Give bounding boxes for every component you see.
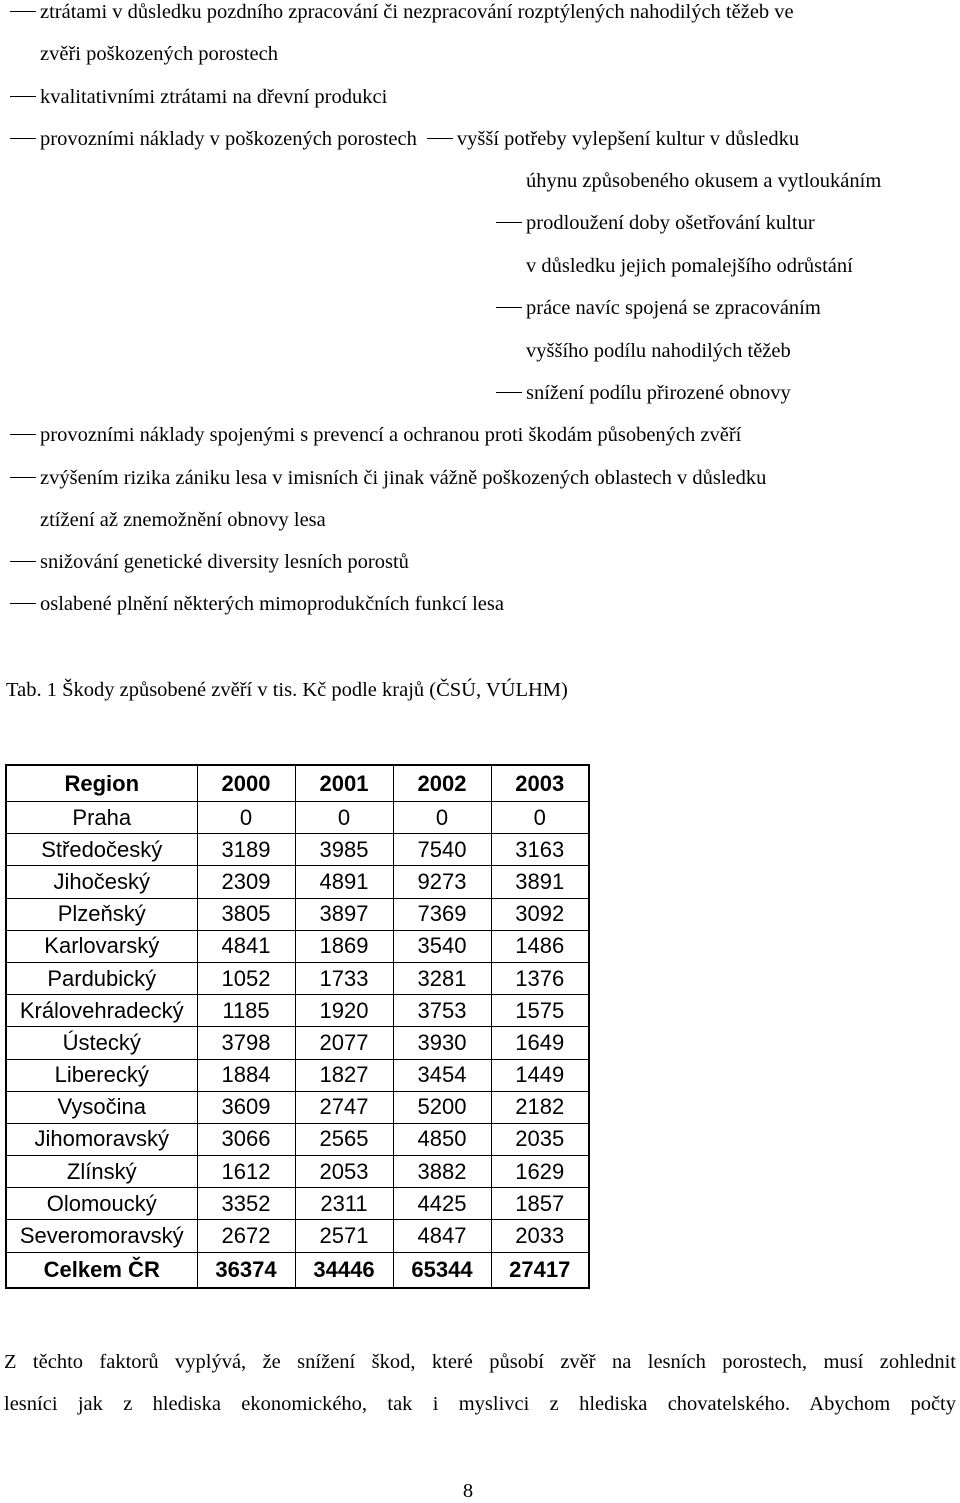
dash-marker: [10, 477, 36, 478]
list-item-text: snižování genetické diversity lesních porostů: [40, 551, 409, 573]
dash-marker: [496, 307, 522, 308]
value-cell: 3897: [295, 898, 393, 930]
paragraph-line: Z těchto faktorů vyplývá, že snížení škod, které působí zvěř na lesních porostech, musí zohlednit: [4, 1351, 956, 1373]
value-cell: 3540: [393, 930, 491, 962]
table-row: [6, 866, 589, 898]
list-item-text: zvěři poškozených porostech: [40, 43, 278, 65]
dash-marker: [10, 561, 36, 562]
region-cell: Zlínský: [6, 1156, 197, 1188]
list-item-text: ztrátami v důsledku pozdního zpracování či nezpracování rozptýlených nahodilých těžeb ve: [40, 1, 794, 23]
table-row: [6, 1188, 589, 1220]
value-cell: 1185: [197, 995, 295, 1027]
value-cell: 2747: [295, 1091, 393, 1123]
list-item-text: provozními náklady v poškozených porostech: [40, 128, 417, 150]
value-cell: 3985: [295, 834, 393, 866]
table-body: [6, 765, 589, 1288]
dash-marker: [427, 138, 453, 139]
value-cell: 4841: [197, 930, 295, 962]
value-cell: 1649: [491, 1027, 589, 1059]
value-cell: 2033: [491, 1220, 589, 1252]
list-item-text: snížení podílu přirozené obnovy: [526, 382, 791, 404]
table-caption: Tab. 1 Škody způsobené zvěří v tis. Kč podle krajů (ČSÚ, VÚLHM): [6, 679, 568, 701]
table-row: [6, 1027, 589, 1059]
total-value-cell: 27417: [491, 1252, 589, 1288]
value-cell: 5200: [393, 1091, 491, 1123]
list-item-continuation: [40, 510, 326, 531]
total-value-cell: 34446: [295, 1252, 393, 1288]
list-item-text: úhynu způsobeného okusem a vytloukáním: [526, 170, 882, 192]
list-item: [10, 129, 799, 150]
table-row: [6, 1091, 589, 1123]
value-cell: 1575: [491, 995, 589, 1027]
value-cell: 1486: [491, 930, 589, 962]
value-cell: 1920: [295, 995, 393, 1027]
dash-marker: [10, 96, 36, 97]
value-cell: 1827: [295, 1059, 393, 1091]
list-item: [10, 594, 504, 615]
value-cell: 2565: [295, 1123, 393, 1155]
table-row: [6, 1059, 589, 1091]
value-cell: 2182: [491, 1091, 589, 1123]
value-cell: 1857: [491, 1188, 589, 1220]
list-item-text: v důsledku jejich pomalejšího odrůstání: [526, 255, 853, 277]
table-row: [6, 898, 589, 930]
region-cell: Jihočeský: [6, 866, 197, 898]
list-item-continuation: [526, 256, 853, 277]
table-row: [6, 802, 589, 834]
list-subitem: [496, 383, 791, 404]
region-cell: Karlovarský: [6, 930, 197, 962]
region-cell: Praha: [6, 802, 197, 834]
value-cell: 1733: [295, 962, 393, 994]
list-item: [10, 552, 409, 573]
list-item: [10, 425, 741, 446]
total-value-cell: 65344: [393, 1252, 491, 1288]
value-cell: 3281: [393, 962, 491, 994]
table-row: [6, 1156, 589, 1188]
value-cell: 0: [491, 802, 589, 834]
region-cell: Olomoucký: [6, 1188, 197, 1220]
value-cell: 2077: [295, 1027, 393, 1059]
list-item: [10, 468, 766, 489]
header-cell: 2002: [393, 765, 491, 802]
damage-table: [5, 764, 590, 1289]
list-item-text: ztížení až znemožnění obnovy lesa: [40, 509, 326, 531]
value-cell: 2053: [295, 1156, 393, 1188]
value-cell: 1449: [491, 1059, 589, 1091]
table-header-row: [6, 765, 589, 802]
value-cell: 4425: [393, 1188, 491, 1220]
total-label-cell: Celkem ČR: [6, 1252, 197, 1288]
page-number: 8: [462, 1480, 474, 1502]
list-item-text: provozními náklady spojenými s prevencí a ochranou proti škodám působených zvěří: [40, 424, 742, 446]
value-cell: 3609: [197, 1091, 295, 1123]
value-cell: 3805: [197, 898, 295, 930]
table-row: [6, 962, 589, 994]
value-cell: 2311: [295, 1188, 393, 1220]
list-item-continuation: [526, 171, 881, 192]
list-subitem: [496, 213, 815, 234]
list-item: [10, 87, 387, 108]
value-cell: 3753: [393, 995, 491, 1027]
region-cell: Vysočina: [6, 1091, 197, 1123]
region-cell: Liberecký: [6, 1059, 197, 1091]
table-total-row: [6, 1252, 589, 1288]
value-cell: 4850: [393, 1123, 491, 1155]
list-item-text: oslabené plnění některých mimoprodukčních funkcí lesa: [40, 593, 504, 615]
list-item-text: kvalitativními ztrátami na dřevní produkci: [40, 86, 388, 108]
value-cell: 2035: [491, 1123, 589, 1155]
total-value-cell: 36374: [197, 1252, 295, 1288]
dash-marker: [496, 222, 522, 223]
value-cell: 3066: [197, 1123, 295, 1155]
value-cell: 2571: [295, 1220, 393, 1252]
value-cell: 3352: [197, 1188, 295, 1220]
region-cell: Jihomoravský: [6, 1123, 197, 1155]
region-cell: Plzeňský: [6, 898, 197, 930]
value-cell: 3189: [197, 834, 295, 866]
value-cell: 3882: [393, 1156, 491, 1188]
list-subitem-text: vyšší potřeby vylepšení kultur v důsledku: [456, 128, 800, 150]
value-cell: 7369: [393, 898, 491, 930]
header-cell: 2000: [197, 765, 295, 802]
list-subitem: [496, 298, 821, 319]
table-row: [6, 834, 589, 866]
value-cell: 7540: [393, 834, 491, 866]
list-item: [10, 2, 794, 23]
value-cell: 1612: [197, 1156, 295, 1188]
dash-marker: [10, 434, 36, 435]
header-cell: 2003: [491, 765, 589, 802]
region-cell: Královehradecký: [6, 995, 197, 1027]
list-item-continuation: [526, 341, 791, 362]
table-row: [6, 1123, 589, 1155]
paragraph-line: lesníci jak z hlediska ekonomického, tak i myslivci z hlediska chovatelského. Abychom počty: [4, 1393, 956, 1415]
value-cell: 0: [393, 802, 491, 834]
value-cell: 2672: [197, 1220, 295, 1252]
table-row: [6, 930, 589, 962]
dash-marker: [10, 11, 36, 12]
value-cell: 1869: [295, 930, 393, 962]
header-cell: Region: [6, 765, 197, 802]
region-cell: Ústecký: [6, 1027, 197, 1059]
value-cell: 3930: [393, 1027, 491, 1059]
value-cell: 3454: [393, 1059, 491, 1091]
region-cell: Pardubický: [6, 962, 197, 994]
value-cell: 1052: [197, 962, 295, 994]
header-cell: 2001: [295, 765, 393, 802]
list-item-continuation: [40, 44, 278, 65]
value-cell: 4847: [393, 1220, 491, 1252]
value-cell: 3798: [197, 1027, 295, 1059]
region-cell: Středočeský: [6, 834, 197, 866]
value-cell: 0: [295, 802, 393, 834]
region-cell: Severomoravský: [6, 1220, 197, 1252]
list-item-text: zvýšením rizika zániku lesa v imisních či jinak vážně poškozených oblastech v důsledku: [40, 467, 767, 489]
list-item-text: prodloužení doby ošetřování kultur: [526, 212, 815, 234]
value-cell: 9273: [393, 866, 491, 898]
value-cell: 3891: [491, 866, 589, 898]
value-cell: 1629: [491, 1156, 589, 1188]
value-cell: 1884: [197, 1059, 295, 1091]
value-cell: 2309: [197, 866, 295, 898]
value-cell: 0: [197, 802, 295, 834]
table-row: [6, 1220, 589, 1252]
value-cell: 4891: [295, 866, 393, 898]
list-item-text: práce navíc spojená se zpracováním: [526, 297, 821, 319]
dash-marker: [10, 138, 36, 139]
table-row: [6, 995, 589, 1027]
dash-marker: [496, 392, 522, 393]
value-cell: 3092: [491, 898, 589, 930]
list-item-text: vyššího podílu nahodilých těžeb: [526, 340, 791, 362]
value-cell: 3163: [491, 834, 589, 866]
dash-marker: [10, 603, 36, 604]
value-cell: 1376: [491, 962, 589, 994]
